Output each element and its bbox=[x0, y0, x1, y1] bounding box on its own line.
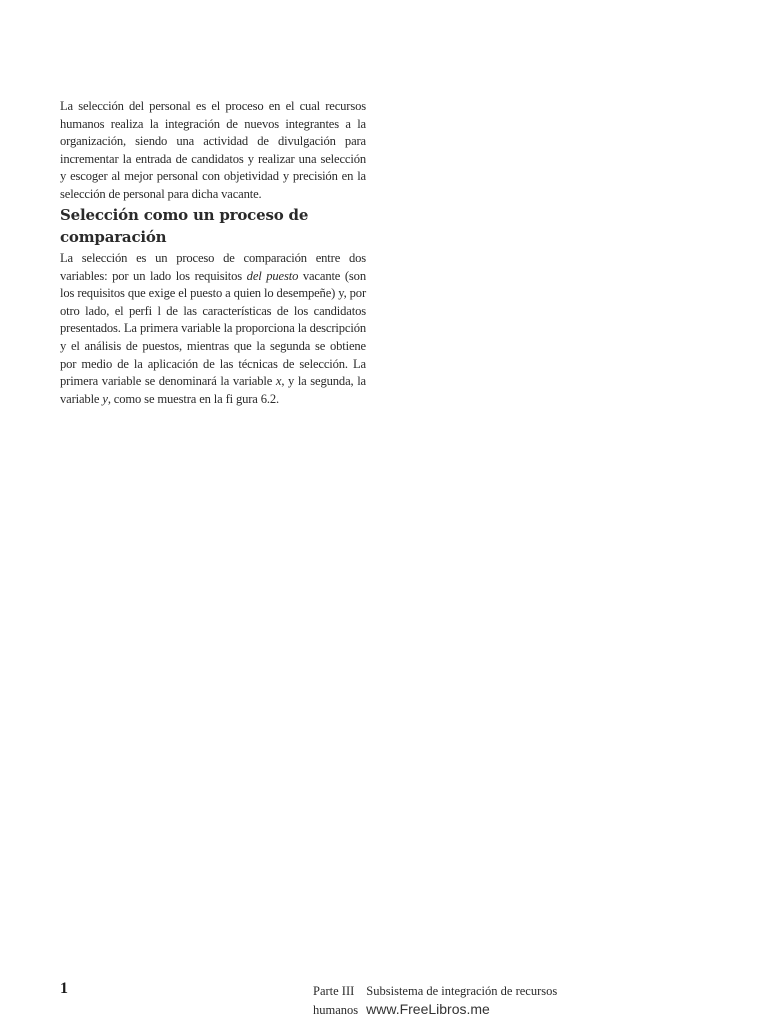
section-heading: Selección como un proceso de comparación bbox=[60, 206, 309, 246]
section-title-continued: humanos bbox=[313, 1003, 359, 1017]
section-title: Subsistema de integración de recursos bbox=[366, 984, 558, 998]
footer-line-1 bbox=[313, 982, 593, 1000]
paragraph-text: vacante (son los requisitos que exige el puesto a quien lo desempeñe) y, por otro lado, el perfi l de las características de los candidatos presentados. La primera variable la proporciona la descripción y el análisis de puestos, mientras que la segunda se obtiene por medio de la aplicación de las técnicas de selección. La primera variable se denominará la variable bbox=[60, 268, 366, 389]
intro-paragraph: La selección del personal es el proceso en el cual recursos humanos realiza la integración de nuevos integrantes a la organización, siendo una actividad de divulgación para incrementar la entrada de candidatos y realizar una selección y escoger al mejor personal con objetividad y precisión en la selección de personal para dicha vacante. bbox=[60, 99, 366, 201]
footer-line-2 bbox=[313, 1000, 593, 1019]
paragraph-text: , como se muestra en la fi gura 6.2. bbox=[107, 391, 280, 406]
website-link[interactable]: www.FreeLibros.me bbox=[366, 1001, 490, 1017]
paragraph-text: La selección es un proceso de comparación entre dos variables: por un lado los requisitos bbox=[60, 251, 366, 283]
variable-x: x bbox=[275, 374, 282, 389]
paragraph-italic-text: del puesto bbox=[246, 268, 299, 283]
paragraph-text: , y la segunda, la variable bbox=[60, 374, 366, 406]
body-paragraph bbox=[60, 250, 366, 408]
page-number: 1 bbox=[60, 980, 68, 997]
running-footer bbox=[313, 982, 593, 1019]
part-label: Parte III bbox=[313, 984, 355, 998]
variable-y: y bbox=[102, 391, 108, 406]
